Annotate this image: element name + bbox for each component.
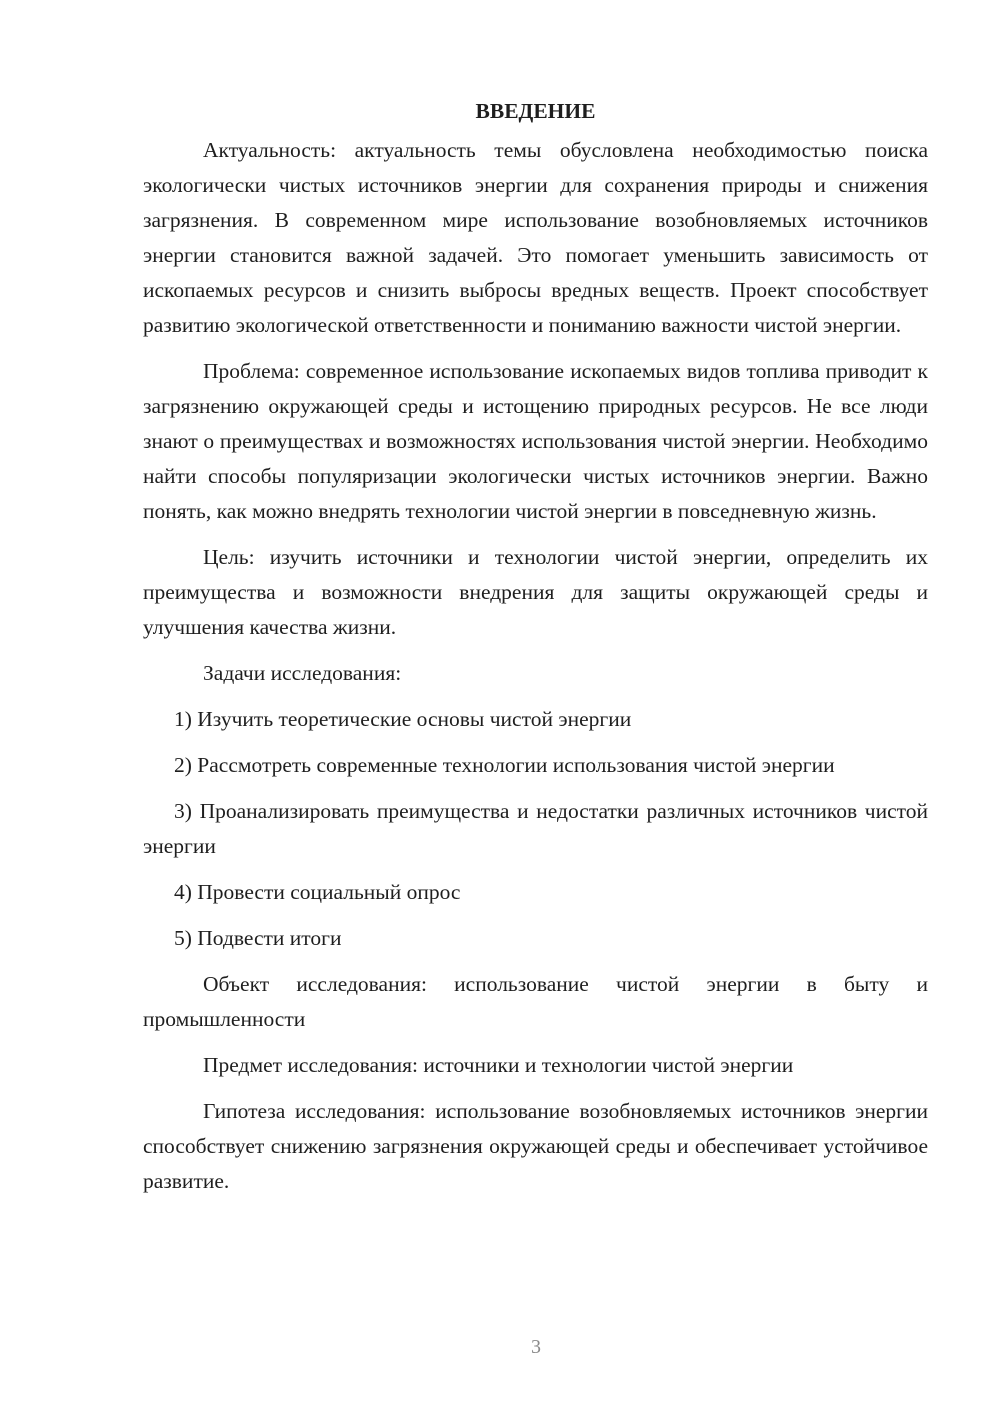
page-number: 3 [531,1336,541,1358]
task-item-2: 2) Рассмотреть современные технологии использования чистой энергии [174,753,835,777]
paragraph-goal: Цель: изучить источники и технологии чистой энергии, определить их преимущества и возможности внедрения для защиты окружающей среды и улучшения качества жизни. [143,545,928,639]
task-item-1: 1) Изучить теоретические основы чистой энергии [174,707,632,731]
paragraph-object: Объект исследования: использование чистой энергии в быту и промышленности [143,972,928,1031]
page-title: ВВЕДЕНИЕ [475,99,596,123]
paragraph-relevance: Актуальность: актуальность темы обусловлена необходимостью поиска экологически чистых источников энергии для сохранения природы и снижения загрязнения. В современном мире использование возобновляемых источников энергии становится важной задачей. Это помогает уменьшить зависимость от ископаемых ресурсов и снизить выбросы вредных веществ. Проект способствует развитию экологической ответственности и пониманию важности чистой энергии. [143,138,928,337]
tasks-heading: Задачи исследования: [203,661,402,685]
page-content [143,94,928,1210]
task-item-3: 3) Проанализировать преимущества и недостатки различных источников чистой энергии [143,799,928,858]
paragraph-hypothesis: Гипотеза исследования: использование возобновляемых источников энергии способствует снижению загрязнения окружающей среды и обеспечивает устойчивое развитие. [143,1099,928,1193]
paragraph-problem: Проблема: современное использование ископаемых видов топлива приводит к загрязнению окружающей среды и истощению природных ресурсов. Не все люди знают о преимуществах и возможностях использования чистой энергии. Необходимо найти способы популяризации экологически чистых источников энергии. Важно понять, как можно внедрять технологии чистой энергии в повседневную жизнь. [143,359,928,523]
task-item-4: 4) Провести социальный опрос [174,880,461,904]
task-item-5: 5) Подвести итоги [174,926,342,950]
paragraph-subject: Предмет исследования: источники и технологии чистой энергии [203,1053,794,1077]
